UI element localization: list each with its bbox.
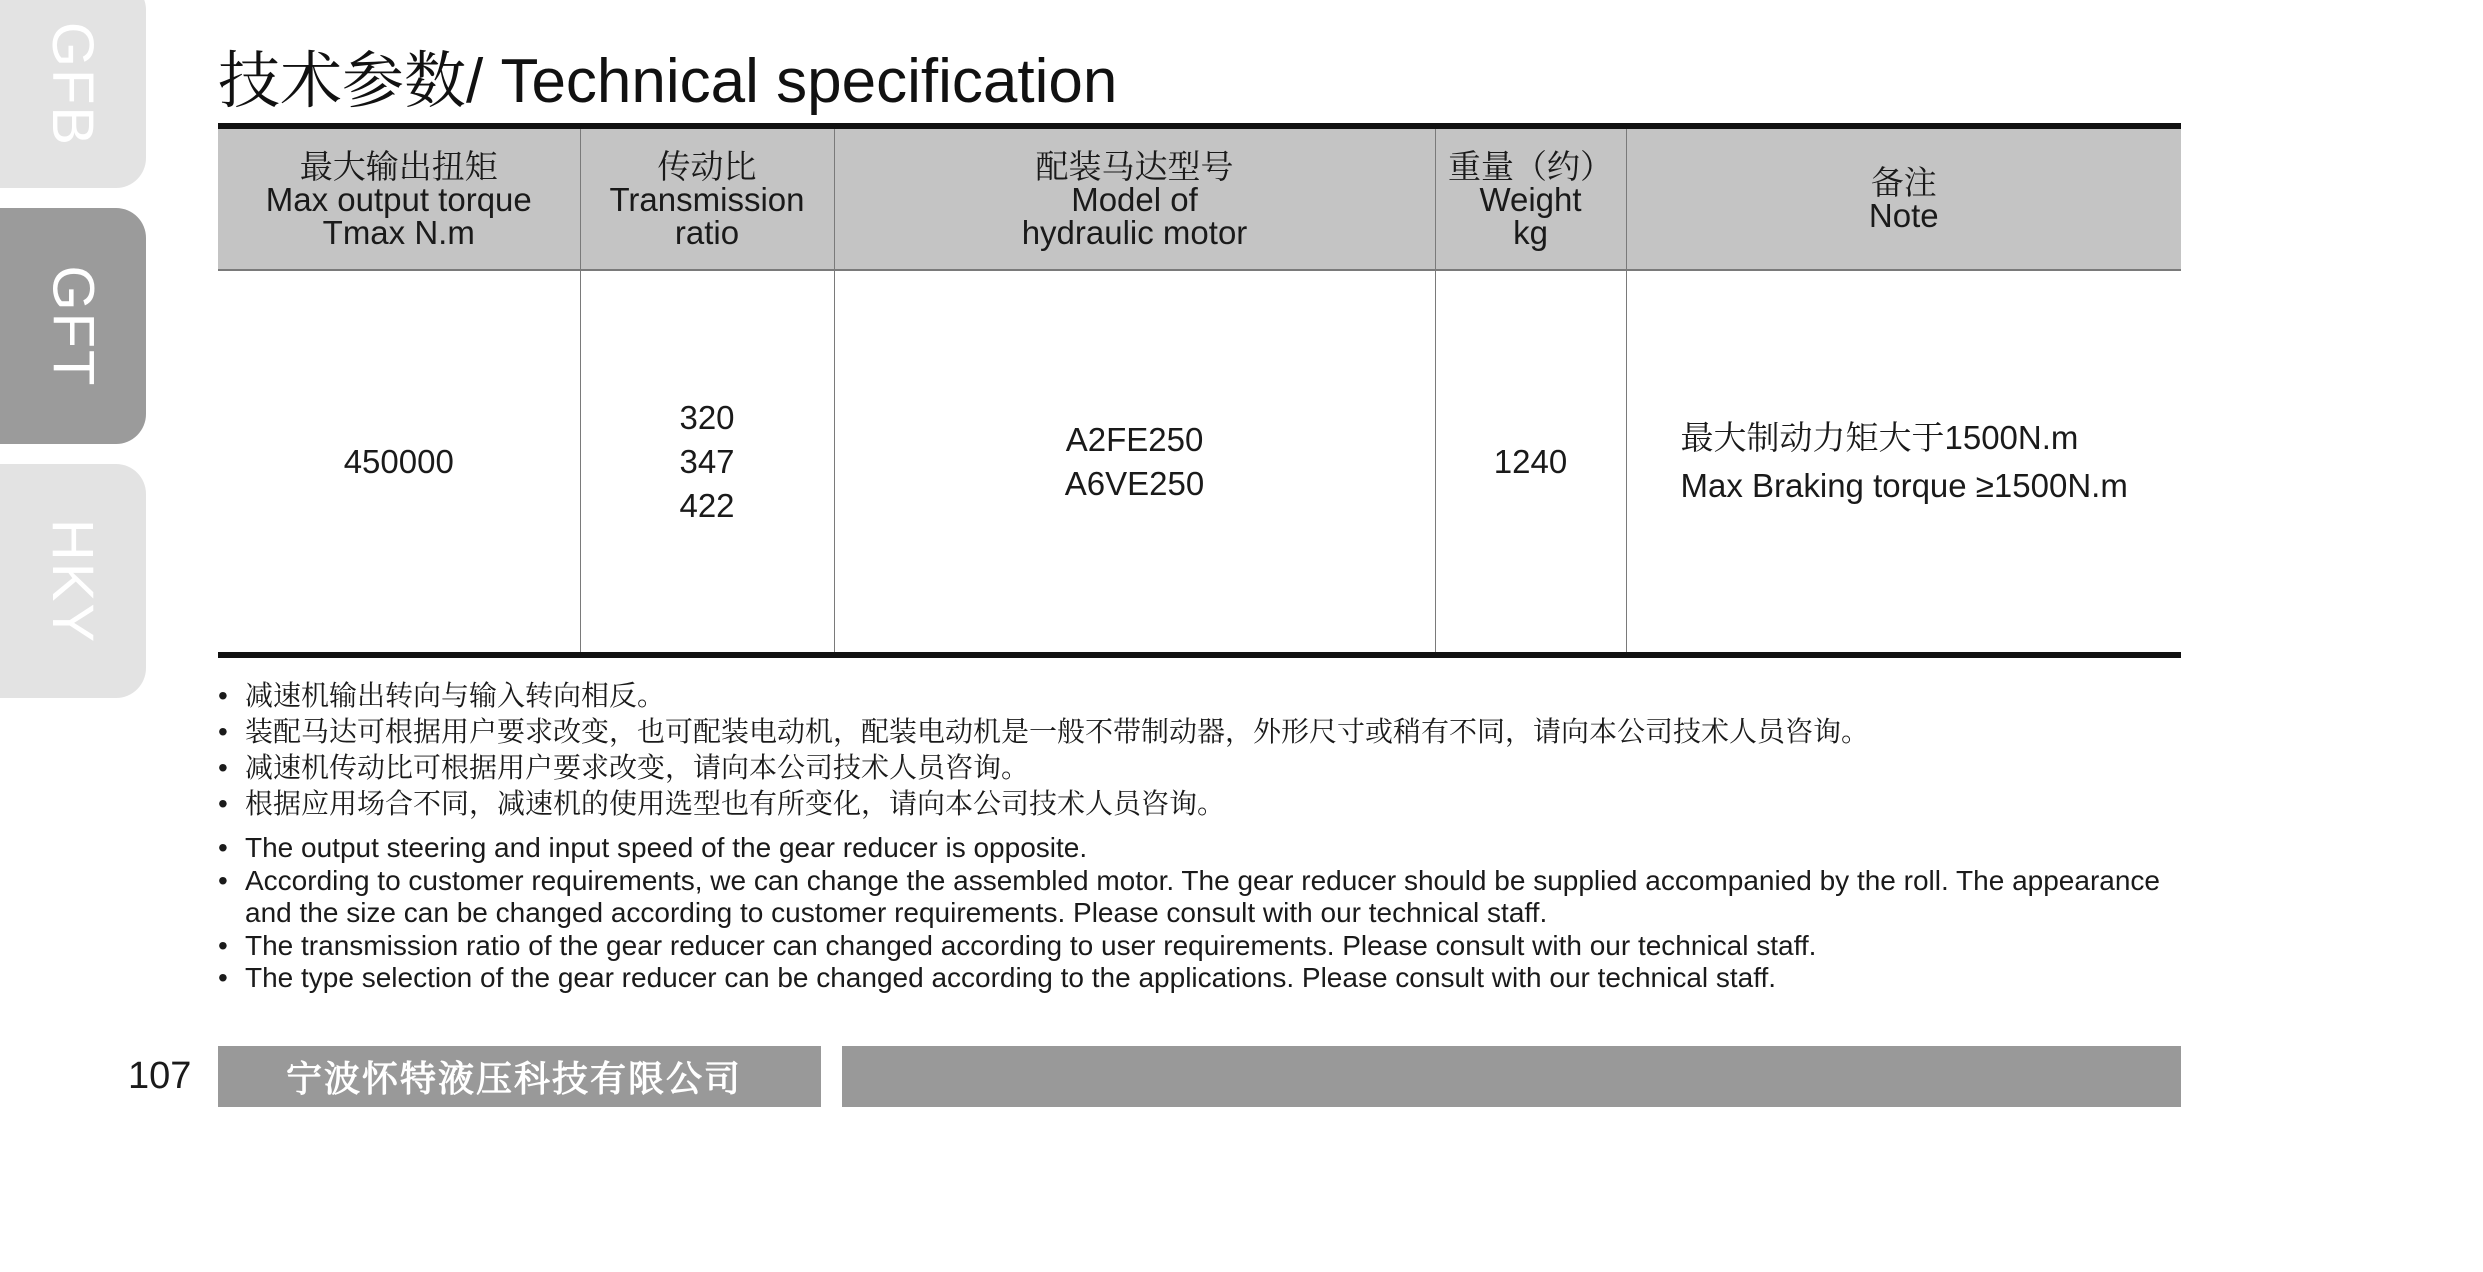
- table-row: [218, 270, 2181, 655]
- spec-table: [218, 123, 2181, 658]
- side-tab-gfb-label: GFB: [40, 21, 106, 147]
- list-item: • 装配马达可根据用户要求改变，也可配装电动机，配装电动机是一般不带制动器，外形尺寸或稍有不同，请向本公司技术人员咨询。: [218, 714, 2218, 750]
- ratio-value: 320: [679, 398, 735, 436]
- header-en: ratio: [674, 213, 740, 251]
- list-item: [218, 832, 2218, 865]
- note-line: According to customer requirements, we can change the assembled motor. The gear reducer should be supplied accompanied by the roll. The appearance: [245, 864, 2160, 896]
- note-en: Max Braking torque ≥1500N.m: [1680, 466, 2128, 504]
- header-transmission-ratio: [580, 126, 834, 270]
- cell-note: [1626, 270, 2181, 655]
- page-title: 技术参数/ Technical specification: [218, 47, 1118, 116]
- note-line: and the size can be changed according to customer requirements. Please consult with our technical staff.: [245, 897, 1548, 928]
- side-tab-hky[interactable]: [0, 464, 146, 698]
- header-cn: 备注: [1870, 164, 1937, 201]
- note-line: The output steering and input speed of the gear reducer is opposite.: [245, 832, 1088, 863]
- cell-motors: [834, 270, 1435, 655]
- company-name: 宁波怀特液压科技有限公司: [286, 1058, 743, 1100]
- cell-weight: 1240: [1435, 270, 1626, 655]
- list-item: [218, 930, 2218, 963]
- footer-bar: [842, 1046, 2181, 1107]
- list-item: [218, 962, 2218, 995]
- header-en: Note: [1868, 197, 1939, 234]
- list-item: • 根据应用场合不同，减速机的使用选型也有所变化，请向本公司技术人员咨询。: [218, 786, 2218, 822]
- note-cn: 最大制动力矩大于1500N.m: [1680, 418, 2079, 456]
- header-en: Weight: [1479, 180, 1582, 218]
- motor-model: A6VE250: [1064, 464, 1205, 502]
- header-cn: 传动比: [657, 147, 757, 185]
- header-cn: 重量（约）: [1448, 147, 1613, 185]
- header-en: hydraulic motor: [1021, 213, 1248, 251]
- ratio-value: 347: [679, 442, 735, 480]
- header-cn: 配装马达型号: [1035, 147, 1234, 185]
- list-item: [218, 865, 2218, 930]
- header-en: Max output torque: [265, 180, 532, 218]
- header-motor-model: [834, 126, 1435, 270]
- table-header-row: [218, 126, 2181, 270]
- side-tab-gft[interactable]: [0, 208, 146, 444]
- notes-cn-list: [218, 678, 2218, 822]
- motor-model: A2FE250: [1065, 420, 1204, 458]
- header-en: Tmax N.m: [322, 213, 475, 251]
- header-en: kg: [1513, 213, 1548, 251]
- header-en: Model of: [1071, 180, 1198, 218]
- footer-company-bar: [218, 1046, 821, 1107]
- note-line: The type selection of the gear reducer can be changed according to the applications. Please consult with our technical staff.: [245, 962, 1777, 993]
- cell-torque: 450000: [218, 270, 580, 655]
- note-line: The transmission ratio of the gear reducer can changed according to user requirements. Please consult with our technical staff.: [245, 929, 1817, 961]
- page-number: 107: [128, 1055, 192, 1097]
- side-tab-gft-label: GFT: [40, 265, 106, 387]
- header-note: [1626, 126, 2181, 270]
- ratio-value: 422: [679, 486, 735, 524]
- side-tab-hky-label: HKY: [40, 518, 106, 644]
- header-max-torque: [218, 126, 580, 270]
- cell-ratios: [580, 270, 834, 655]
- header-weight: [1435, 126, 1626, 270]
- notes-en-list: [218, 832, 2218, 995]
- side-tab-gfb[interactable]: [0, 0, 146, 188]
- list-item: • 减速机输出转向与输入转向相反。: [218, 678, 2218, 714]
- header-cn: 最大输出扭矩: [299, 147, 498, 185]
- list-item: • 减速机传动比可根据用户要求改变，请向本公司技术人员咨询。: [218, 750, 2218, 786]
- header-en: Transmission: [609, 180, 805, 218]
